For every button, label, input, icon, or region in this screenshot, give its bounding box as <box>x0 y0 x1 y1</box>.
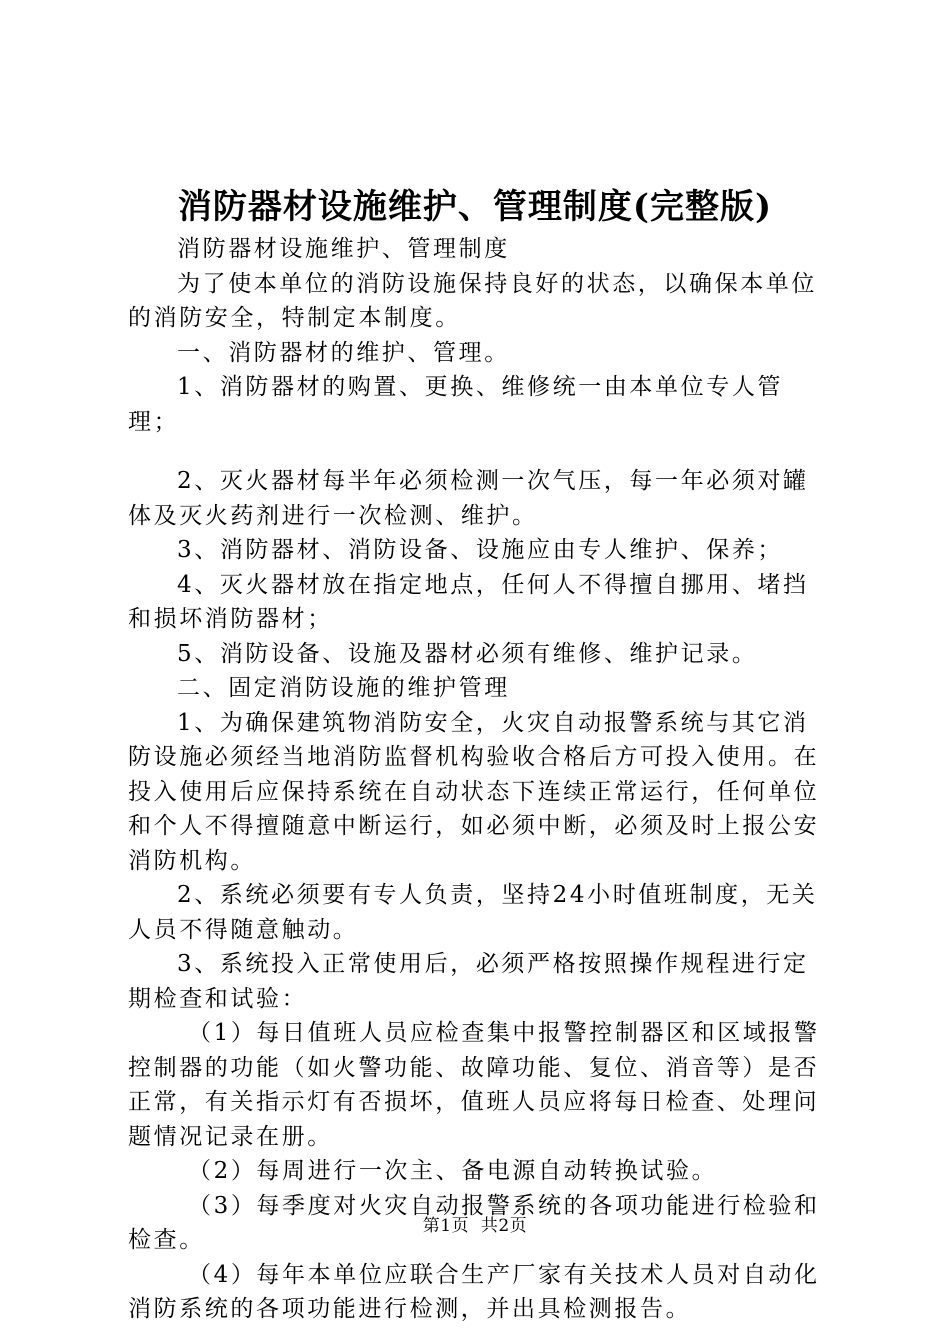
page-number-current: 第1页 <box>422 1216 470 1236</box>
page-number-total: 共2页 <box>480 1216 528 1236</box>
list-item-1-5: 5、消防设备、设施及器材必须有维修、维护记录。 <box>177 640 758 667</box>
list-item-1-4: 4、灭火器材放在指定地点，任何人不得擅自挪用、堵挡和损坏消防器材； <box>128 571 809 632</box>
document-title: 消防器材设施维护、管理制度(完整版) <box>177 187 773 227</box>
list-item-1-2: 2、灭火器材每半年必须检测一次气压，每一年必须对罐体及灭火药剂进行一次检测、维护。 <box>128 468 809 529</box>
sub-item-3: （3）每季度对火灾自动报警系统的各项功能进行检验和检查。 <box>128 1192 820 1253</box>
list-item-2-3: 3、系统投入正常使用后，必须严格按照操作规程进行定期检查和试验： <box>128 951 809 1012</box>
subtitle-paragraph: 消防器材设施维护、管理制度 <box>177 236 510 262</box>
section-heading-2: 二、固定消防设施的维护管理 <box>177 675 510 701</box>
document-body <box>128 232 828 1327</box>
list-item-1-3: 3、消防器材、消防设备、设施应由专人维护、保养； <box>177 537 784 563</box>
intro-paragraph: 为了使本单位的消防设施保持良好的状态，以确保本单位的消防安全，特制定本制度。 <box>128 270 817 331</box>
page-footer <box>0 1213 950 1239</box>
sub-item-1: （1）每日值班人员应检查集中报警控制器区和区域报警控制器的功能（如火警功能、故障功能、复位、消音等）是否正常，有关指示灯有否损坏，值班人员应将每日检查、处理问题情况记录在册。 <box>128 1020 820 1150</box>
sub-item-2: （2）每周进行一次主、备电源自动转换试验。 <box>188 1158 718 1184</box>
list-item-2-1: 1、为确保建筑物消防安全，火灾自动报警系统与其它消防设施必须经当地消防监督机构验收合格后方可投入使用。在投入使用后应保持系统在自动状态下连续正常运行，任何单位和个人不得擅随意中断运行，如必须中断，必须及时上报公安消防机构。 <box>128 709 820 874</box>
section-heading-1: 一、消防器材的维护、管理。 <box>177 339 510 366</box>
sub-item-4: （4）每年本单位应联合生产厂家有关技术人员对自动化消防系统的各项功能进行检测，并出具检测报告。 <box>128 1261 820 1322</box>
list-item-1-1: 1、消防器材的购置、更换、维修统一由本单位专人管理； <box>128 374 784 435</box>
list-item-2-2: 2、系统必须要有专人负责，坚持24小时值班制度，无关人员不得随意触动。 <box>128 882 818 943</box>
